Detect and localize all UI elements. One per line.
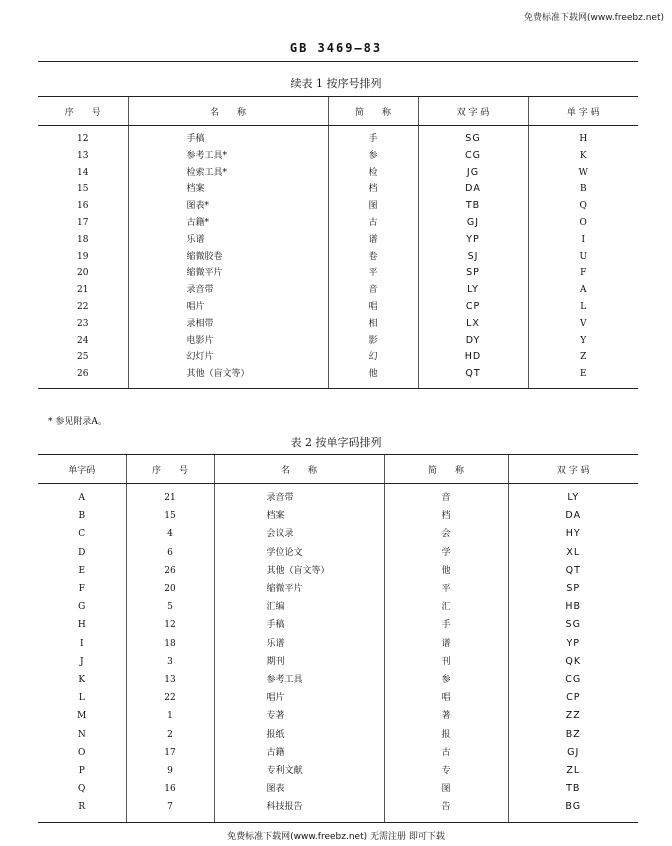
table1-cell: 23 — [77, 318, 89, 329]
table1-cell: U — [528, 249, 638, 266]
table2-cell: DA — [508, 507, 638, 525]
table2-cell: H — [77, 620, 86, 631]
table2-header-row — [38, 455, 638, 484]
table2-cell: GJ — [508, 744, 638, 762]
table2-cell: F — [78, 584, 85, 595]
table1-cell: 卷 — [328, 249, 418, 266]
table2-cell: 古籍 — [214, 744, 384, 762]
table2-cell: 3 — [126, 653, 214, 671]
table2-cell: 2 — [126, 726, 214, 744]
table-row — [38, 689, 638, 707]
table1-cell: 录相带 — [128, 316, 328, 333]
table2-header-cell: 简 称 — [384, 455, 508, 484]
table1-cell: 录音带 — [128, 282, 328, 299]
table2-cell: G — [78, 602, 86, 613]
table2-cell: CP — [508, 689, 638, 707]
table1-cell: O — [528, 215, 638, 232]
table1-cell: 25 — [77, 352, 89, 363]
table2-cell: 6 — [126, 544, 214, 562]
table1-cell: 缩微平片 — [128, 265, 328, 282]
table2-cell: 手 — [384, 616, 508, 634]
table-row — [38, 726, 638, 744]
table2-header-cell: 序 号 — [126, 455, 214, 484]
table2-cell: 22 — [126, 689, 214, 707]
table2-cell: 档案 — [214, 507, 384, 525]
table1-caption: 续表 1 按序号排列 — [290, 77, 382, 90]
table2-cell: 4 — [126, 525, 214, 543]
table-row — [38, 525, 638, 543]
table2-cell: 20 — [126, 580, 214, 598]
table1-cell: DA — [418, 181, 528, 198]
table2-cell: 图表 — [214, 780, 384, 798]
table1-cell: 15 — [77, 184, 89, 195]
table1-cell: 唱 — [328, 299, 418, 316]
table-row — [38, 671, 638, 689]
table2-cell: 专利文献 — [214, 762, 384, 780]
table2-cell: 18 — [126, 635, 214, 653]
table2-header-cell: 双 字 码 — [508, 455, 638, 484]
table2-cell: 汇编 — [214, 598, 384, 616]
table2-cell: 刊 — [384, 653, 508, 671]
table2-cell: 学位论文 — [214, 544, 384, 562]
table2-cell: 报纸 — [214, 726, 384, 744]
table1-cell: 26 — [77, 369, 89, 380]
table2-cell: 17 — [126, 744, 214, 762]
table-row — [38, 215, 638, 232]
table2-header-cell: 名 称 — [214, 455, 384, 484]
table1-cell: 平 — [328, 265, 418, 282]
table2-cell: R — [78, 802, 86, 813]
table1-cell: DY — [418, 333, 528, 350]
table2-caption: 表 2 按单字码排列 — [290, 436, 382, 449]
table-row — [38, 653, 638, 671]
table2-cell: P — [78, 766, 85, 777]
table2-cell: 谱 — [384, 635, 508, 653]
table1-cell: 24 — [77, 335, 89, 346]
table-row — [38, 299, 638, 316]
table2-cell: 著 — [384, 707, 508, 725]
table2-cell: 专 — [384, 762, 508, 780]
table-row — [38, 616, 638, 634]
table2-cell: 唱 — [384, 689, 508, 707]
table2-cell: 手稿 — [214, 616, 384, 634]
table-row — [38, 316, 638, 333]
table2-cell: 其他（盲文等） — [214, 562, 384, 580]
table-row — [38, 798, 638, 816]
table2-cell: 平 — [384, 580, 508, 598]
table2-cell: 12 — [126, 616, 214, 634]
table1-cell: 检 — [328, 165, 418, 182]
table2-cell: 16 — [126, 780, 214, 798]
table2-cell: 报 — [384, 726, 508, 744]
table1-cell: W — [528, 165, 638, 182]
table2-cell: ZL — [508, 762, 638, 780]
table2-cell: HB — [508, 598, 638, 616]
table1-cell: 幻灯片 — [128, 349, 328, 366]
table1-cell: Q — [528, 198, 638, 215]
table-row — [38, 349, 638, 366]
table1-cell: LY — [418, 282, 528, 299]
table2-cell: 录音带 — [214, 489, 384, 507]
table1-cell: 缩微胶卷 — [128, 249, 328, 266]
watermark-bottom: 免费标准下载网(www.freebz.net) 无需注册 即可下载 — [227, 832, 445, 842]
table2-cell: 图 — [384, 780, 508, 798]
table2-cell: 1 — [126, 707, 214, 725]
table1-cell: 20 — [77, 268, 89, 279]
table1-cell: 谱 — [328, 232, 418, 249]
table2-cell: N — [77, 729, 86, 740]
table1-header-cell: 简 称 — [328, 97, 418, 126]
table-row — [38, 580, 638, 598]
table2-cell: 期刊 — [214, 653, 384, 671]
table1-header-cell: 单 字 码 — [528, 97, 638, 126]
table2-cell: TB — [508, 780, 638, 798]
table1-cell: 检索工具* — [128, 165, 328, 182]
table2-cell: 26 — [126, 562, 214, 580]
table1-cell: F — [528, 265, 638, 282]
table1-cell: CP — [418, 299, 528, 316]
standard-code: GB 3469—83 — [289, 41, 383, 55]
table2-cell: 9 — [126, 762, 214, 780]
table1-header-cell: 序 号 — [38, 97, 128, 126]
table2-cell: C — [78, 529, 86, 540]
table2-cell: 汇 — [384, 598, 508, 616]
table1-cell: 他 — [328, 366, 418, 383]
table-row — [38, 333, 638, 350]
table2-cell: SG — [508, 616, 638, 634]
table2-cell: 会议录 — [214, 525, 384, 543]
table2-cell: 会 — [384, 525, 508, 543]
table2-cell: 15 — [126, 507, 214, 525]
table1-cell: CG — [418, 148, 528, 165]
table-row — [38, 744, 638, 762]
table-row — [38, 249, 638, 266]
table1-cell: JG — [418, 165, 528, 182]
table1-cell: YP — [418, 232, 528, 249]
table1-header-row — [38, 97, 638, 126]
table1-cell: 14 — [77, 167, 89, 178]
table1-cell: 16 — [77, 201, 89, 212]
table1-cell: 13 — [77, 150, 89, 161]
table-row — [38, 366, 638, 383]
table2-cell: A — [78, 493, 85, 503]
table1-cell: SJ — [418, 249, 528, 266]
table2-cell: BZ — [508, 726, 638, 744]
table1-cell: 乐谱 — [128, 232, 328, 249]
table1-cell: SP — [418, 265, 528, 282]
table2-cell: 参 — [384, 671, 508, 689]
table2-cell: 古 — [384, 744, 508, 762]
table1-cell: A — [528, 282, 638, 299]
table2-cell: Q — [78, 784, 86, 795]
table-row — [38, 762, 638, 780]
table2-cell: HY — [508, 525, 638, 543]
table2-cell: D — [78, 547, 86, 558]
table2-cell: XL — [508, 544, 638, 562]
table1-cell: 古籍* — [128, 215, 328, 232]
table2-cell: 21 — [126, 489, 214, 507]
table2-cell: 专著 — [214, 707, 384, 725]
table1-cell: L — [528, 299, 638, 316]
table2-cell: L — [78, 693, 85, 704]
table2-cell: LY — [508, 489, 638, 507]
table-row — [38, 181, 638, 198]
table1-cell: 其他（盲文等） — [128, 366, 328, 383]
table2-cell: E — [78, 565, 86, 576]
table2 — [38, 454, 638, 823]
table2-cell: ZZ — [508, 707, 638, 725]
table-row — [38, 635, 638, 653]
table2-cell: I — [79, 638, 84, 649]
table2-cell: 告 — [384, 798, 508, 816]
table1-cell: 幻 — [328, 349, 418, 366]
table-row — [38, 198, 638, 215]
table2-cell: 7 — [126, 798, 214, 816]
table1-cell: 参 — [328, 148, 418, 165]
table2-cell: 13 — [126, 671, 214, 689]
table1-cell: I — [528, 232, 638, 249]
table-row — [38, 562, 638, 580]
table1 — [38, 96, 638, 389]
table1-cell: K — [528, 148, 638, 165]
table1-cell: H — [528, 131, 638, 148]
table1-cell: Y — [528, 333, 638, 350]
table1-cell: 档 — [328, 181, 418, 198]
table1-cell: 电影片 — [128, 333, 328, 350]
table-row — [38, 232, 638, 249]
table2-header-cell: 单字码 — [38, 455, 126, 484]
table1-cell: 参考工具* — [128, 148, 328, 165]
table2-cell: SP — [508, 580, 638, 598]
table-row — [38, 165, 638, 182]
table1-cell: 22 — [77, 301, 89, 312]
table2-cell: YP — [508, 635, 638, 653]
table2-cell: QK — [508, 653, 638, 671]
table1-cell: TB — [418, 198, 528, 215]
table1-cell: 档案 — [128, 181, 328, 198]
table2-cell: M — [77, 711, 87, 722]
table-row — [38, 282, 638, 299]
table-row — [38, 489, 638, 507]
table-row — [38, 780, 638, 798]
table1-cell: 影 — [328, 333, 418, 350]
table2-cell: 唱片 — [214, 689, 384, 707]
table2-cell: 缩微平片 — [214, 580, 384, 598]
table1-cell: QT — [418, 366, 528, 383]
table1-cell: 图表* — [128, 198, 328, 215]
table-row — [38, 707, 638, 725]
table1-header-cell: 名 称 — [128, 97, 328, 126]
table1-cell: 17 — [77, 217, 89, 228]
table1-cell: 18 — [77, 234, 89, 245]
table1-cell: LX — [418, 316, 528, 333]
table2-cell: 参考工具 — [214, 671, 384, 689]
table2-cell: 他 — [384, 562, 508, 580]
table-row — [38, 265, 638, 282]
table1-cell: 手 — [328, 131, 418, 148]
watermark-top: 免费标准下载网(www.freebz.net) — [524, 13, 664, 23]
table1-header-cell: 双 字 码 — [418, 97, 528, 126]
table-row — [38, 131, 638, 148]
table2-cell: CG — [508, 671, 638, 689]
table1-cell: 图 — [328, 198, 418, 215]
footnote: * 参见附录A。 — [48, 417, 107, 427]
table2-cell: 科技报告 — [214, 798, 384, 816]
table-row — [38, 544, 638, 562]
table2-cell: K — [78, 675, 86, 686]
table1-cell: 唱片 — [128, 299, 328, 316]
table1-cell: B — [528, 181, 638, 198]
table1-cell: 手稿 — [128, 131, 328, 148]
table1-cell: E — [528, 366, 638, 383]
table1-cell: 古 — [328, 215, 418, 232]
table2-cell: BG — [508, 798, 638, 816]
table2-cell: 学 — [384, 544, 508, 562]
table2-cell: 5 — [126, 598, 214, 616]
table1-cell: 相 — [328, 316, 418, 333]
table1-cell: GJ — [418, 215, 528, 232]
table1-cell: Z — [528, 349, 638, 366]
table2-cell: 档 — [384, 507, 508, 525]
table2-cell: B — [78, 511, 86, 522]
table1-cell: 19 — [77, 251, 89, 262]
table1-cell: HD — [418, 349, 528, 366]
table1-cell: SG — [418, 131, 528, 148]
table-row — [38, 507, 638, 525]
table2-cell: 乐谱 — [214, 635, 384, 653]
table2-cell: J — [79, 656, 84, 667]
table1-cell: 音 — [328, 282, 418, 299]
table1-cell: 12 — [77, 134, 89, 144]
header-rule — [38, 61, 638, 62]
table2-cell: QT — [508, 562, 638, 580]
table2-cell: O — [78, 747, 86, 758]
table1-cell: V — [528, 316, 638, 333]
table2-cell: 音 — [384, 489, 508, 507]
table1-cell: 21 — [77, 285, 89, 296]
table-row — [38, 148, 638, 165]
table-row — [38, 598, 638, 616]
